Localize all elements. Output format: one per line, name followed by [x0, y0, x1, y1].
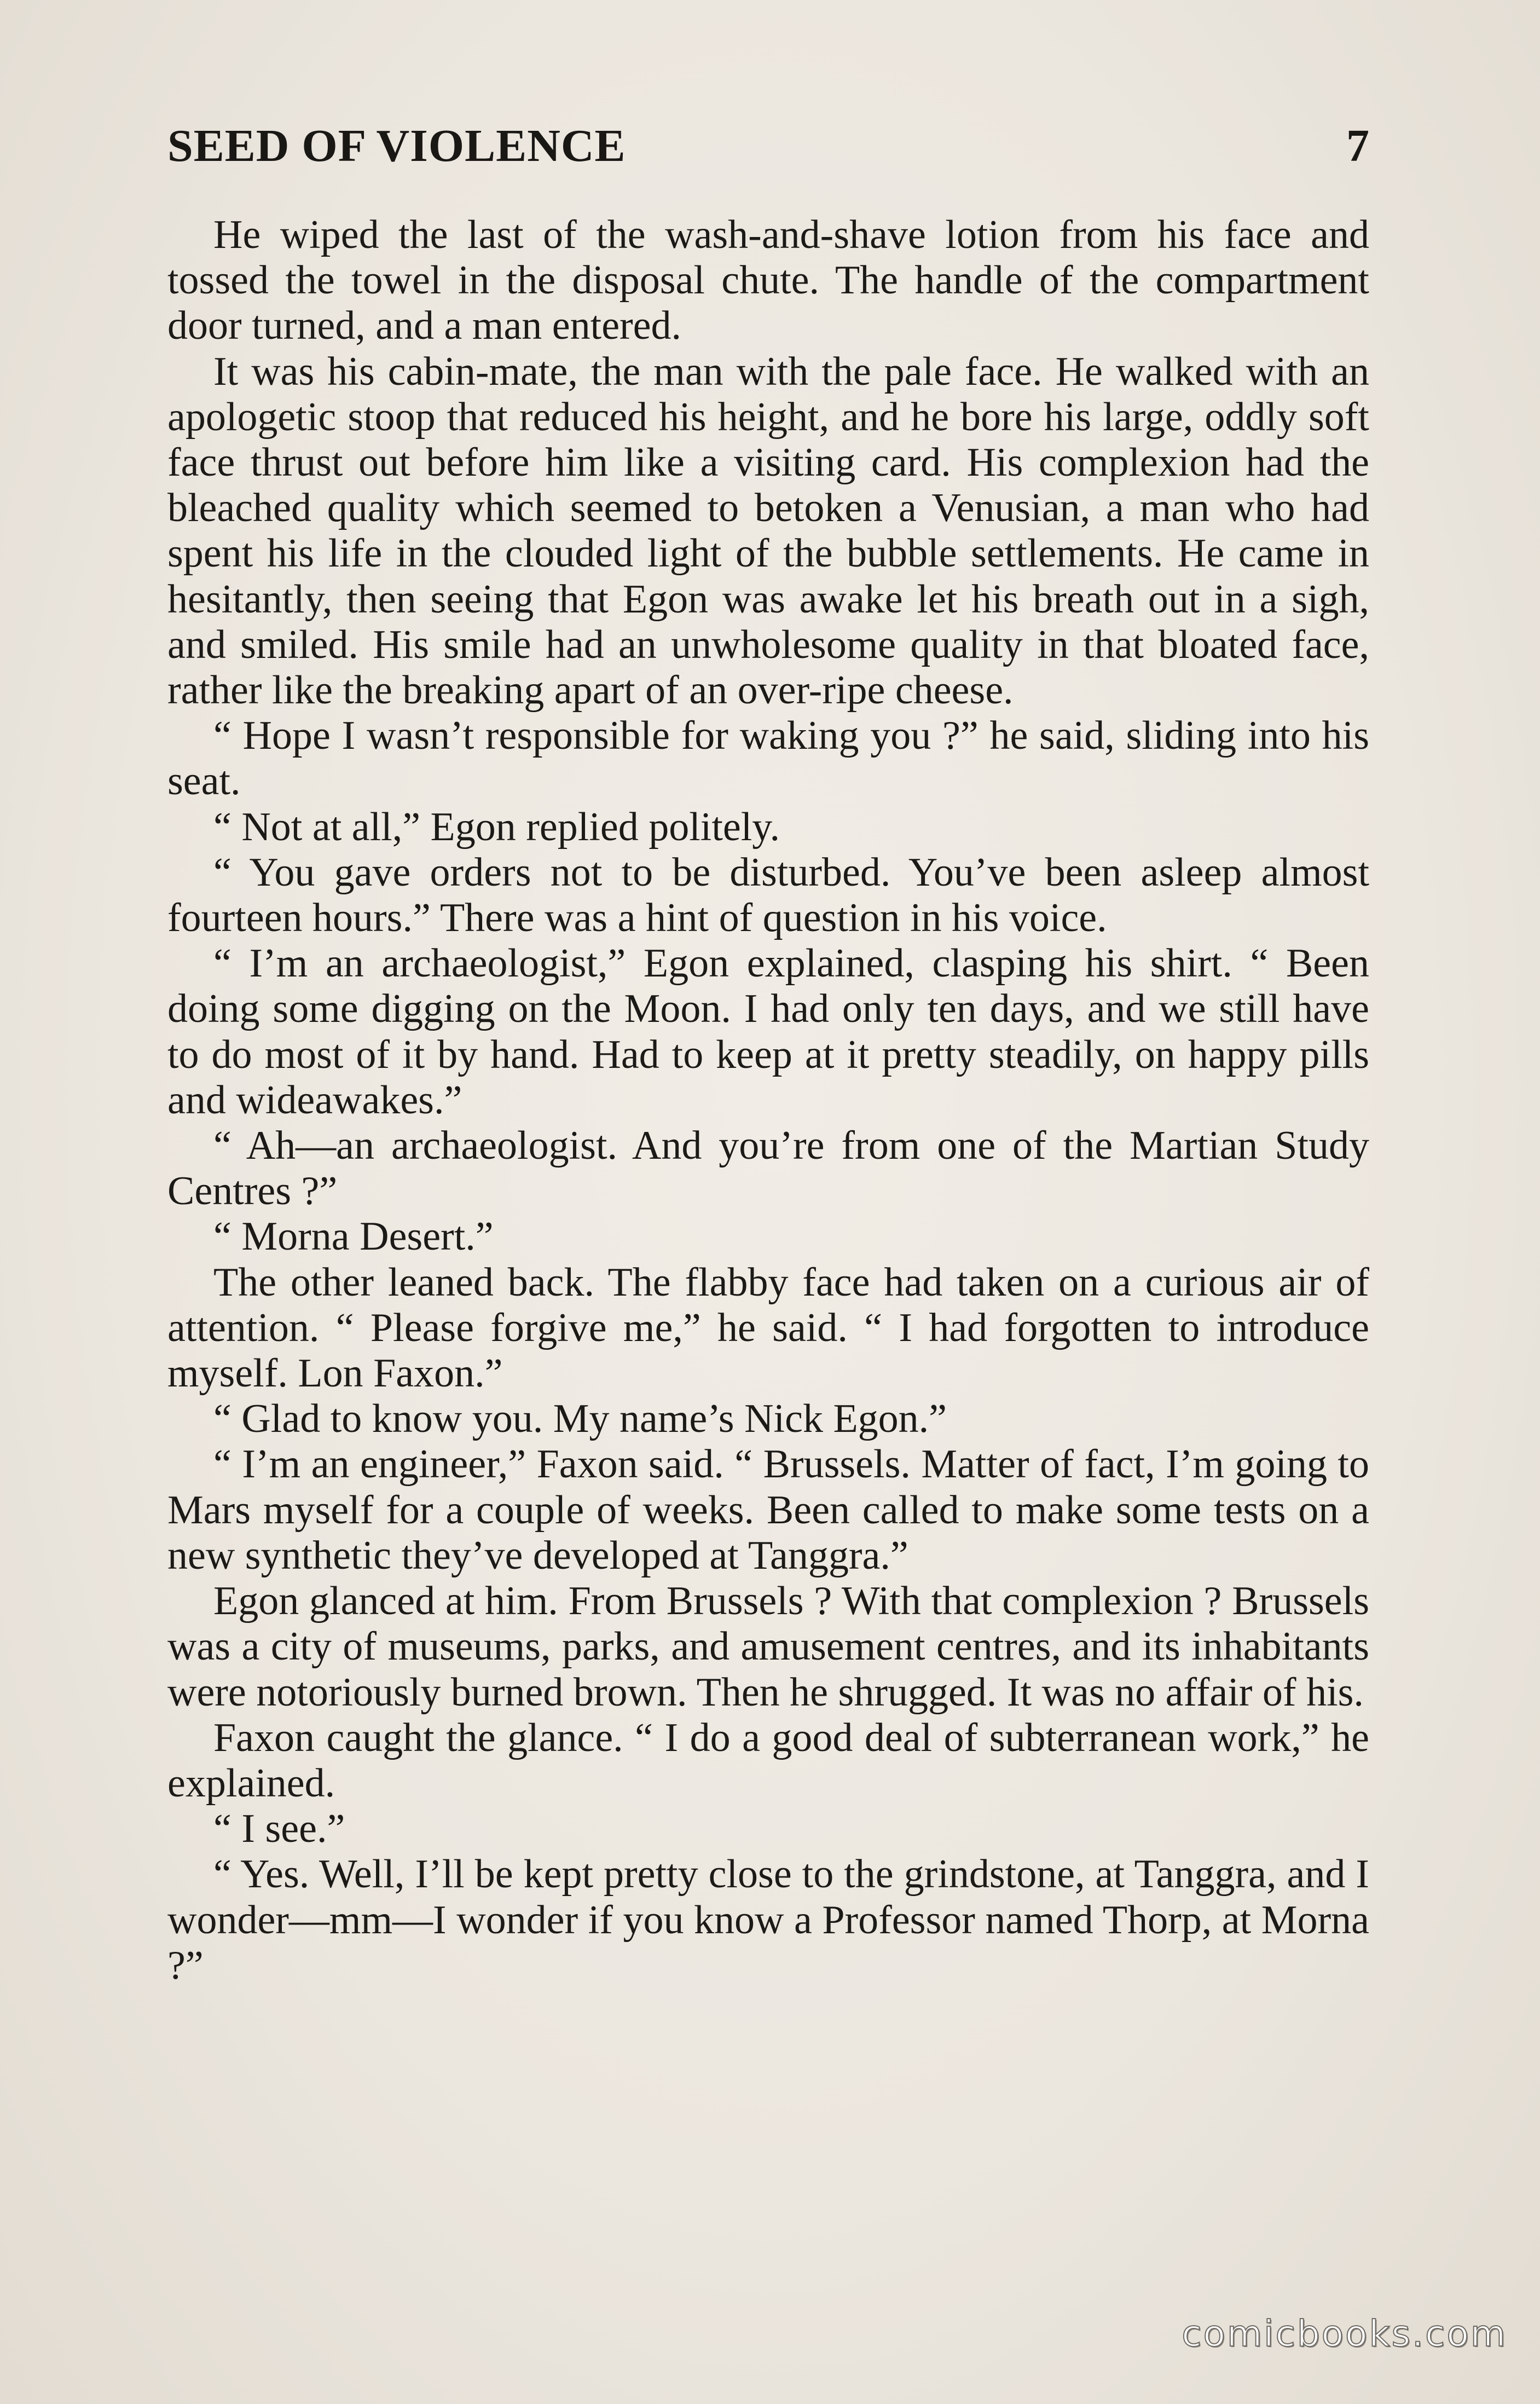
paragraph: “ Ah—an archaeologist. And you’re from one of the Martian Study Centres ?”	[167, 1123, 1369, 1214]
page-number: 7	[1346, 120, 1369, 171]
paragraph: It was his cabin-mate, the man with the pale face. He walked with an apologetic stoop that reduced his height, and he bore his large, oddly soft face thrust out before him like a visiting card. His complexion had the bleached quality which seemed to betoken a Venusian, a man who had spent his life in the clouded light of the bubble settlements. He came in hesitantly, then seeing that Egon was awake let his breath out in a sigh, and smiled. His smile had an unwholesome quality in that bloated face, rather like the breaking apart of an over-ripe cheese.	[167, 349, 1369, 713]
paragraph: “ Glad to know you. My name’s Nick Egon.”	[213, 1396, 947, 1442]
paragraph: Faxon caught the glance. “ I do a good deal of subterranean work,” he explained.	[167, 1715, 1369, 1806]
paragraph: The other leaned back. The flabby face had taken on a curious air of attention. “ Please forgive me,” he said. “ I had forgotten to introduce myself. Lon Faxon.”	[167, 1259, 1369, 1396]
paragraph: “ I’m an engineer,” Faxon said. “ Brussels. Matter of fact, I’m going to Mars myself for a couple of weeks. Been called to make some tests on a new synthetic they’ve developed at Tanggra.”	[167, 1442, 1369, 1578]
paragraph: “ Hope I wasn’t responsible for waking you ?” he said, sliding into his seat.	[167, 713, 1369, 804]
paragraph: He wiped the last of the wash-and-shave lotion from his face and tossed the towel in the disposal chute. The handle of the compartment door turned, and a man entered.	[167, 212, 1369, 349]
paragraph: “ I see.”	[213, 1806, 345, 1852]
paragraph: “ Not at all,” Egon replied politely.	[213, 804, 780, 850]
watermark: comicbooks.com	[1182, 2313, 1507, 2355]
paragraph: “ Morna Desert.”	[213, 1214, 494, 1259]
paragraph: “ I’m an archaeologist,” Egon explained, clasping his shirt. “ Been doing some digging on the Moon. I had only ten days, and we still have to do most of it by hand. Had to keep at it pretty steadily, on happy pills and wideawakes.”	[167, 941, 1369, 1123]
running-title: SEED OF VIOLENCE	[167, 120, 626, 171]
page-header	[167, 119, 1369, 185]
paragraph: Egon glanced at him. From Brussels ? With that complexion ? Brussels was a city of museums, parks, and amusement centres, and its inhabitants were notoriously burned brown. Then he shrugged. It was no affair of his.	[167, 1579, 1369, 1715]
paragraph: “ You gave orders not to be disturbed. You’ve been asleep almost fourteen hours.” There was a hint of question in his voice.	[167, 850, 1369, 941]
body-text	[167, 212, 1369, 1989]
paragraph: “ Yes. Well, I’ll be kept pretty close to the grindstone, at Tanggra, and I wonder—mm—I wonder if you know a Professor named Thorp, at Morna ?”	[167, 1852, 1369, 1988]
